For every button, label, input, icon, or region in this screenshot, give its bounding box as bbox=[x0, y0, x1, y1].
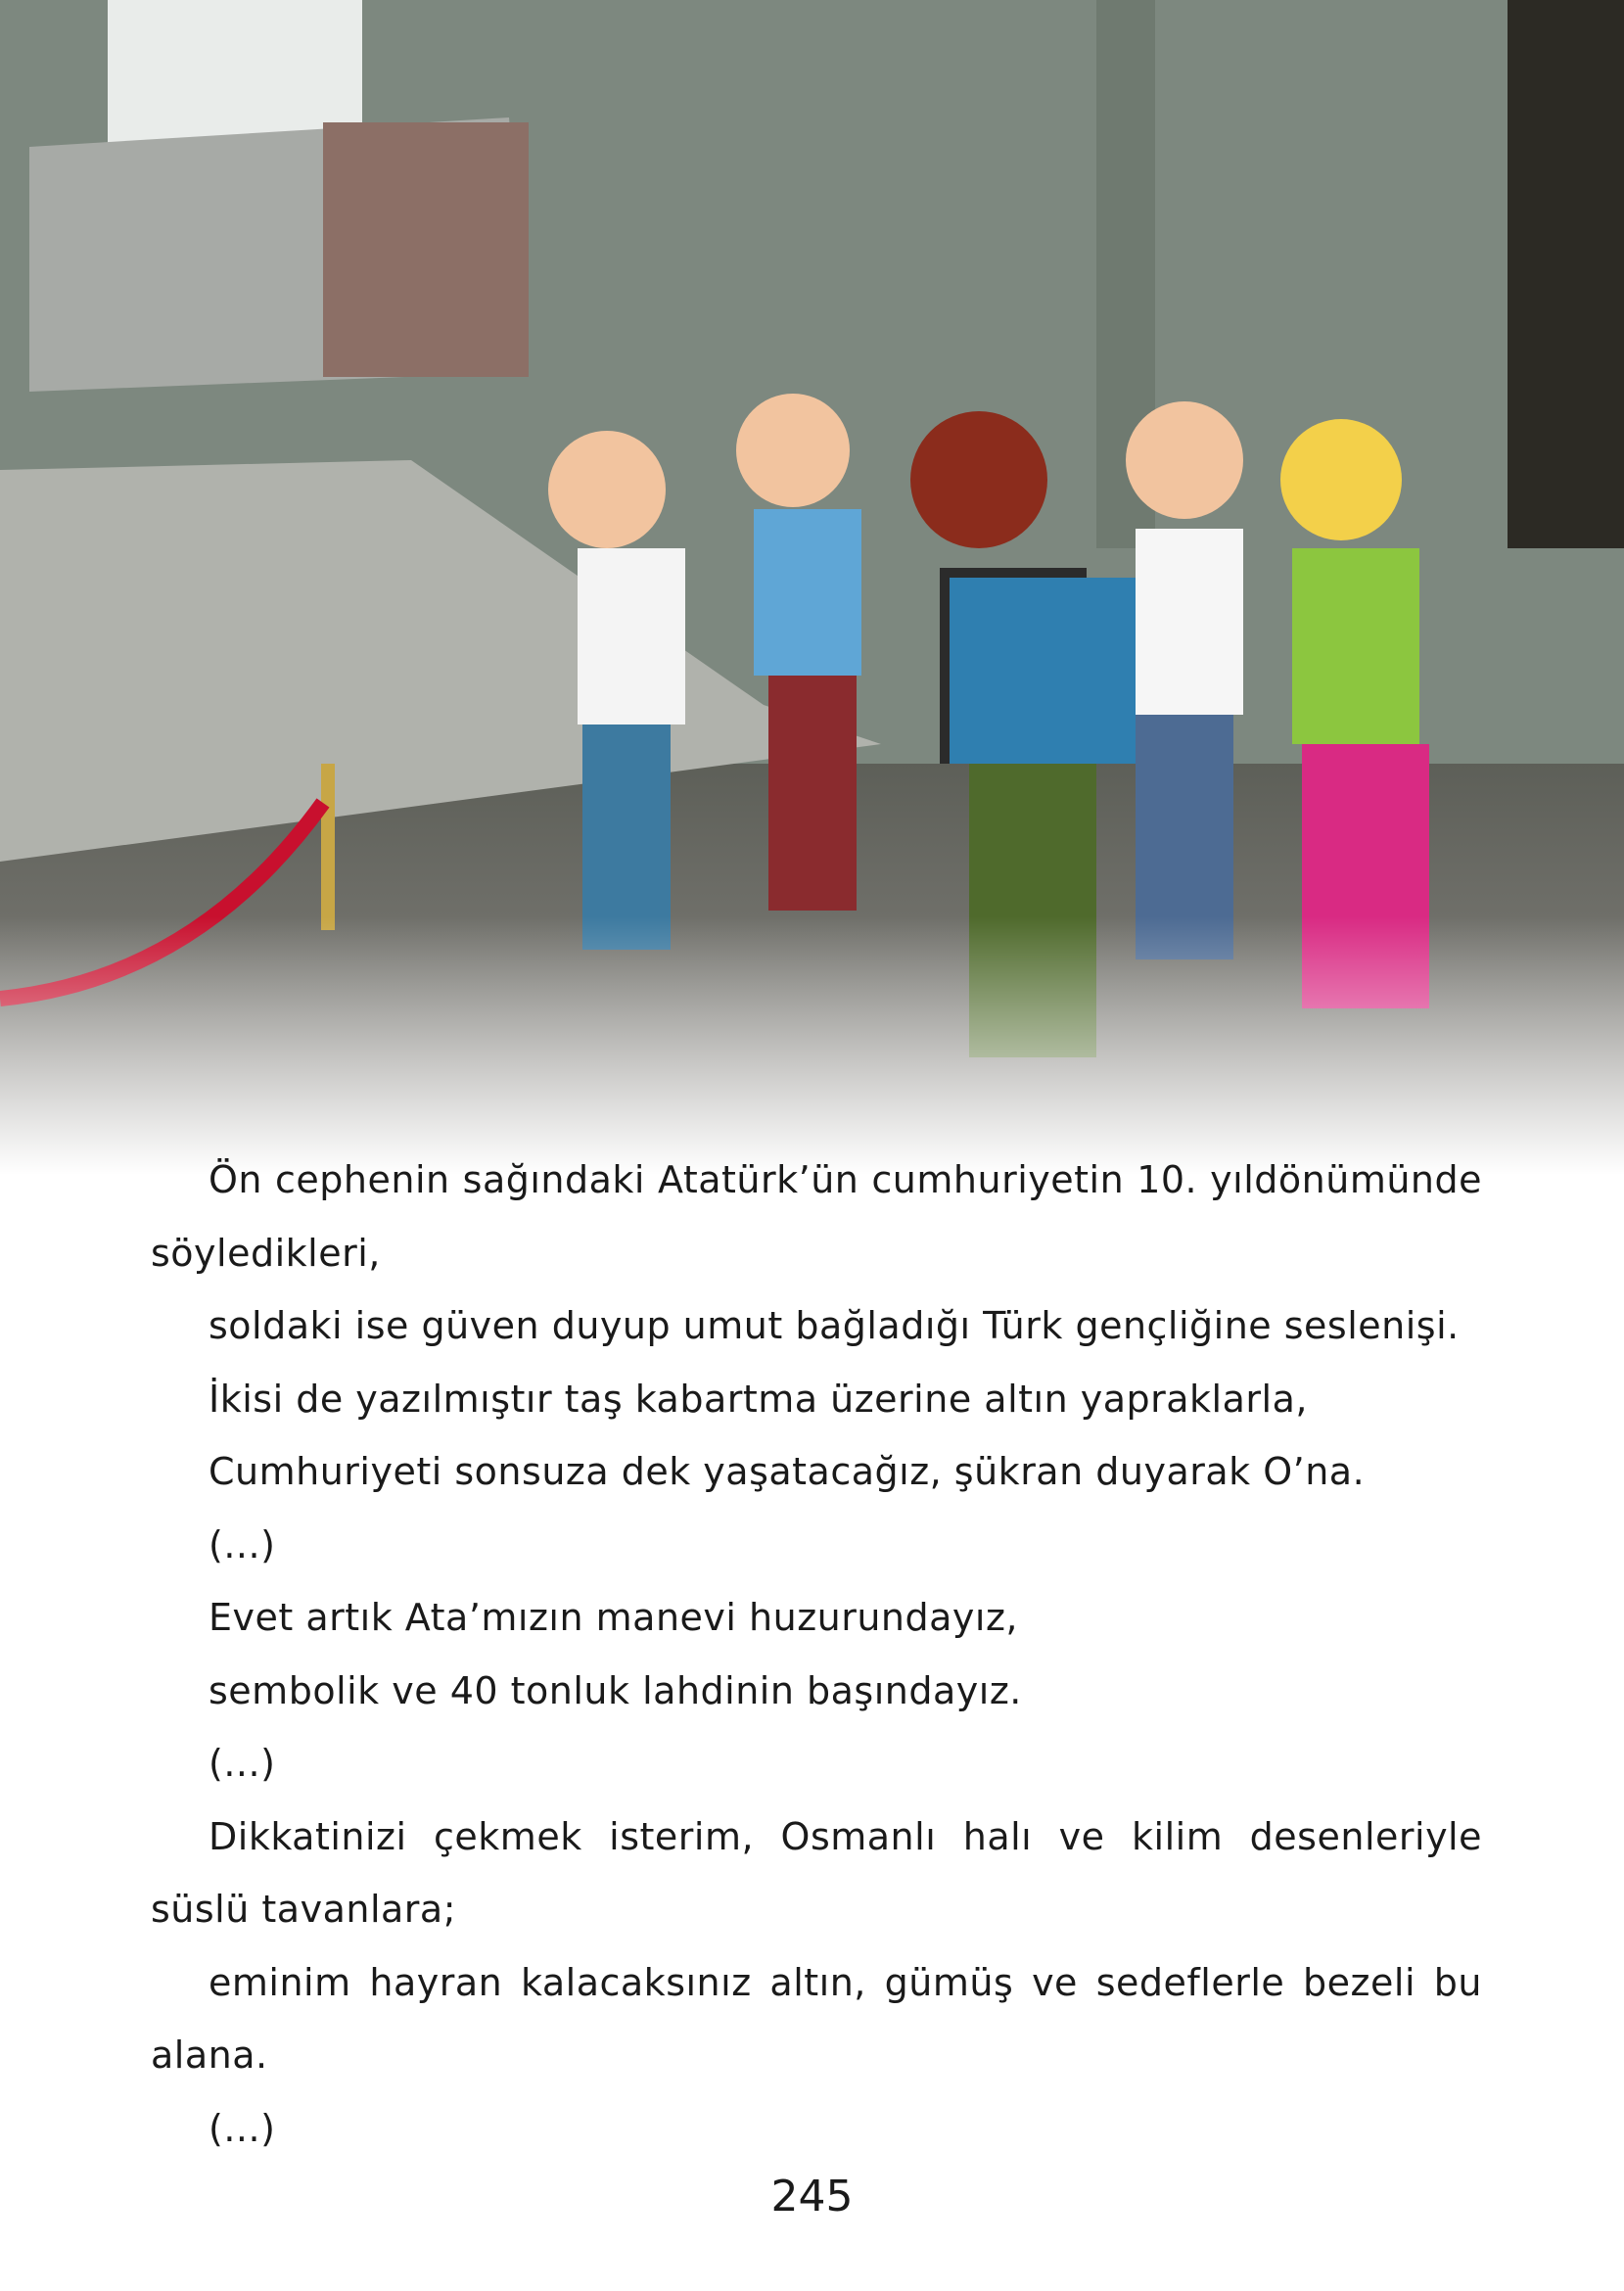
body-text bbox=[151, 1144, 1482, 2165]
ellipsis: (...) bbox=[209, 2106, 276, 2150]
ellipsis: (...) bbox=[209, 1742, 276, 1785]
paragraph: sembolik ve 40 tonluk lahdinin başındayız. bbox=[209, 1668, 1022, 1712]
paragraph: Ön cephenin sağındaki Atatürk’ün cumhuriyetin 10. yıldönümünde söyledikleri, bbox=[151, 1158, 1482, 1275]
paragraph: Dikkatinizi çekmek isterim, Osmanlı halı ve kilim desenleriyle süslü tavanlara; bbox=[151, 1814, 1482, 1931]
ellipsis: (...) bbox=[209, 1522, 276, 1566]
paragraph: İkisi de yazılmıştır taş kabartma üzerine altın yapraklarla, bbox=[209, 1377, 1308, 1421]
page-number: 245 bbox=[770, 2172, 854, 2221]
paragraph: Cumhuriyeti sonsuza dek yaşatacağız, şükran duyarak O’na. bbox=[209, 1450, 1366, 1493]
paragraph: Evet artık Ata’mızın manevi huzurundayız, bbox=[209, 1596, 1018, 1639]
paragraph: eminim hayran kalacaksınız altın, gümüş ve sedeflerle bezeli bu alana. bbox=[151, 1960, 1482, 2077]
paragraph: soldaki ise güven duyup umut bağladığı Türk gençliğine seslenişi. bbox=[209, 1304, 1460, 1347]
